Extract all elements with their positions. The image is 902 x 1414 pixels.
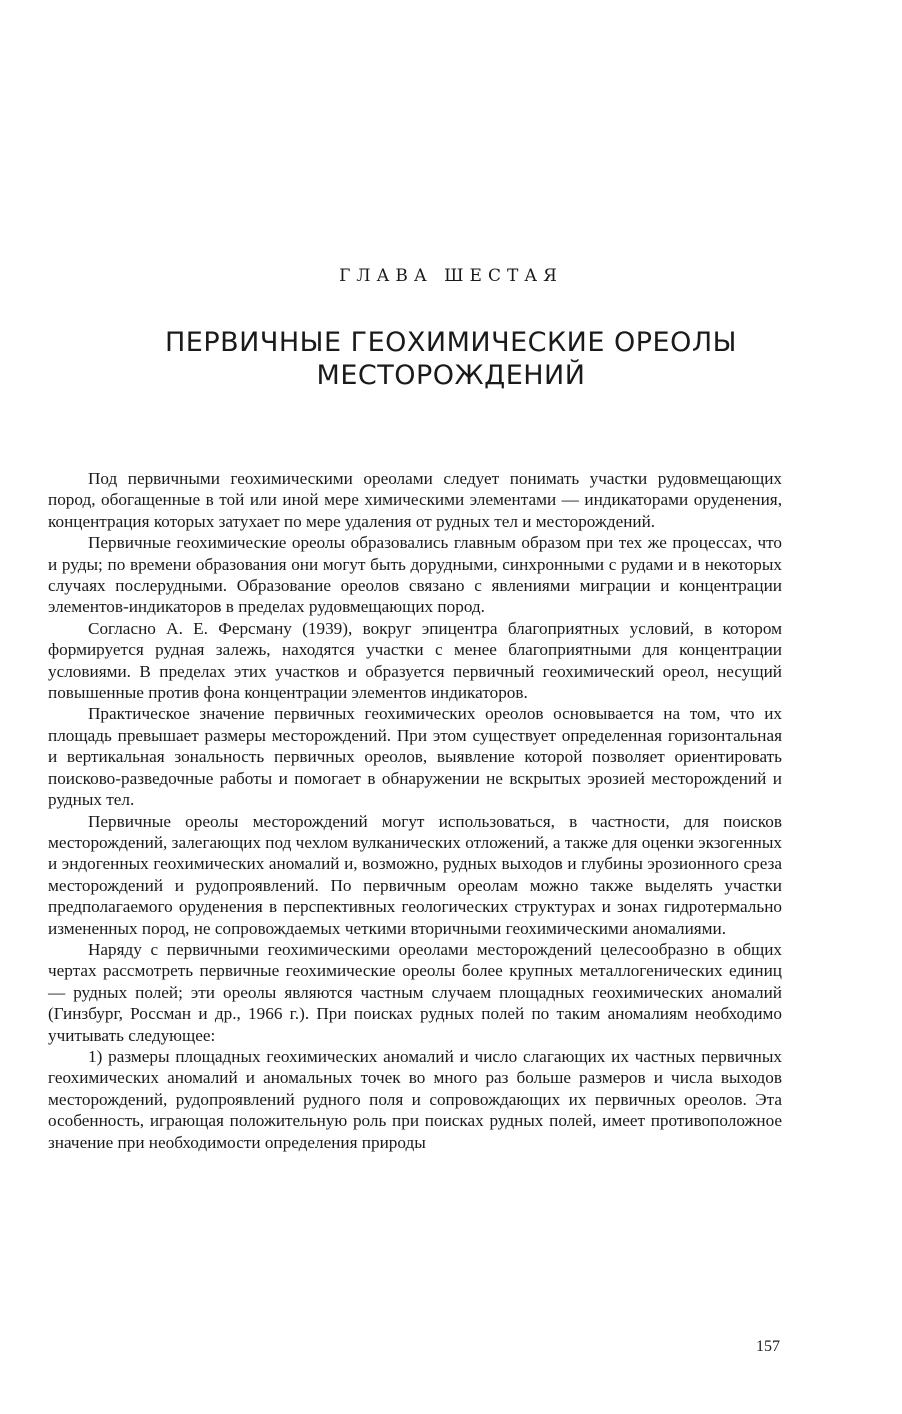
chapter-title-line-2: МЕСТОРОЖДЕНИЙ: [316, 360, 586, 392]
paragraph: Согласно А. Е. Ферсману (1939), вокруг эпицентра благоприятных условий, в котором формируется рудная залежь, находятся участки с менее благоприятными для концентрации условиями. В пределах этих участков и образуется первичный геохимический ореол, несущий повышенные против фона концентрации элементов индикаторов.: [48, 618, 782, 703]
paragraph: 1) размеры площадных геохимических аномалий и число слагающих их частных первичных геохимических аномалий и аномальных точек во много раз больше размеров и числа выходов месторождений, рудопроявлений рудного поля и сопровождающих их первичных ореолов. Эта особенность, играющая положительную роль при поисках рудных полей, имеет противоположное значение при необходимости определения природы: [48, 1046, 782, 1152]
paragraph: Под первичными геохимическими ореолами следует понимать участки рудовмещающих пород, обогащенные в той или иной мере химическими элементами — индикаторами оруденения, концентрация которых затухает по мере удаления от рудных тел и месторождений.: [48, 469, 782, 531]
chapter-label: ГЛАВА ШЕСТАЯ: [339, 266, 563, 286]
chapter-title-line-1: ПЕРВИЧНЫЕ ГЕОХИМИЧЕСКИЕ ОРЕОЛЫ: [164, 327, 737, 359]
body-text: [48, 468, 782, 1153]
paragraph: Первичные геохимические ореолы образовались главным образом при тех же процессах, что и руды; по времени образования они могут быть дорудными, синхронными с рудами и в некоторых случаях послерудными. Образование ореолов связано с явлениями миграции и концентрации элементов-индикаторов в пределах рудовмещающих пород.: [48, 533, 782, 617]
page-number: 157: [756, 1338, 780, 1355]
paragraph: Практическое значение первичных геохимических ореолов основывается на том, что их площадь превышает размеры месторождений. При этом существует определенная горизонтальная и вертикальная зональность первичных ореолов, выявление которой позволяет ориентировать поисково-разведочные работы и помогает в обнаружении не вскрытых эрозией месторождений и рудных тел.: [48, 704, 782, 810]
chapter-title: [0, 326, 902, 392]
paragraph: Наряду с первичными геохимическими ореолами месторождений целесообразно в общих чертах рассмотреть первичные геохимические ореолы более крупных металлогенических единиц — рудных полей; эти ореолы являются частным случаем площадных геохимических аномалий (Гинзбург, Россман и др., 1966 г.). При поисках рудных полей по таким аномалиям необходимо учитывать следующее:: [48, 939, 782, 1045]
paragraph: Первичные ореолы месторождений могут использоваться, в частности, для поисков месторождений, залегающих под чехлом вулканических отложений, а также для оценки экзогенных и эндогенных геохимических аномалий и, возможно, рудных выходов и глубины эрозионного среза месторождений и рудопроявлений. По первичным ореолам можно также выделять участки предполагаемого оруденения в перспективных геологических структурах и зонах гидротермально измененных пород, не сопровождаемых четкими вторичными геохимическими аномалиями.: [48, 811, 782, 938]
